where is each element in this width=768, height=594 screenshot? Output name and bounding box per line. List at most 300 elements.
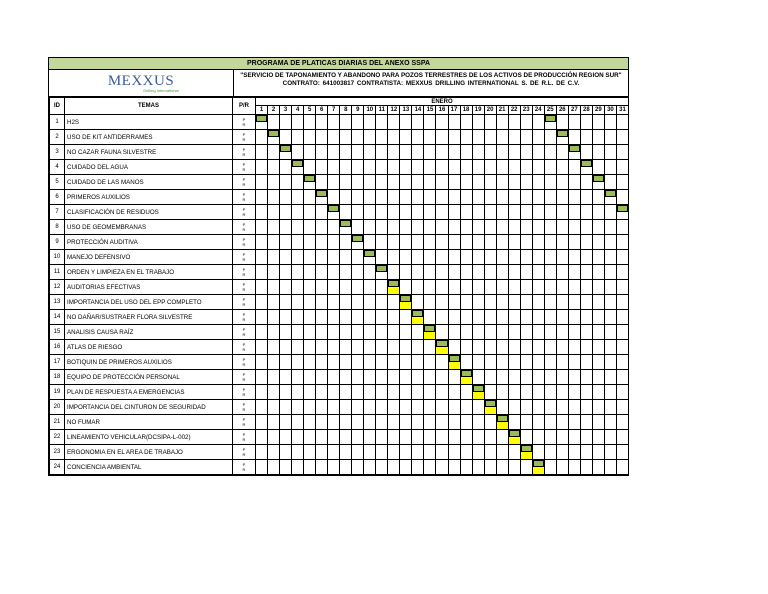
day-cell	[424, 355, 436, 370]
day-cell	[376, 190, 388, 205]
day-cell	[400, 325, 412, 340]
day-cell	[340, 205, 352, 220]
day-cell	[400, 430, 412, 445]
day-cell	[544, 340, 556, 355]
day-cell	[340, 355, 352, 370]
row-topic: LINEAMIENTO VEHICULAR(DCSIPA-L-002)	[65, 430, 233, 445]
programado-mark	[412, 310, 423, 317]
day-cell	[484, 355, 496, 370]
day-header: 29	[592, 106, 604, 115]
day-cell	[580, 430, 592, 445]
day-cell	[340, 160, 352, 175]
day-header: 24	[532, 106, 544, 115]
day-cell	[388, 130, 400, 145]
row-id: 10	[50, 250, 65, 265]
pr-p-label: P	[242, 342, 246, 347]
month-label: ENERO	[256, 98, 629, 106]
day-cell	[460, 385, 472, 400]
day-cell	[340, 385, 352, 400]
day-cell	[424, 325, 436, 340]
realizado-mark	[388, 287, 399, 294]
day-cell	[268, 205, 280, 220]
day-cell	[364, 460, 376, 475]
row-pr	[233, 430, 256, 445]
day-cell	[472, 310, 484, 325]
day-cell	[460, 205, 472, 220]
day-cell	[508, 400, 520, 415]
day-cell	[532, 250, 544, 265]
row-id: 5	[50, 175, 65, 190]
day-cell	[424, 295, 436, 310]
day-cell	[592, 280, 604, 295]
day-cell	[424, 280, 436, 295]
day-cell	[484, 265, 496, 280]
day-cell	[352, 235, 364, 250]
day-cell	[580, 265, 592, 280]
day-cell	[592, 400, 604, 415]
day-cell	[496, 250, 508, 265]
day-cell	[268, 130, 280, 145]
realizado-mark	[436, 347, 447, 354]
day-cell	[328, 145, 340, 160]
pr-p-label: P	[242, 237, 246, 242]
day-header: 11	[376, 106, 388, 115]
day-cell	[376, 265, 388, 280]
day-cell	[520, 430, 532, 445]
day-cell	[580, 115, 592, 130]
day-cell	[352, 295, 364, 310]
schedule-sheet	[48, 57, 629, 476]
day-cell	[400, 460, 412, 475]
day-cell	[400, 130, 412, 145]
table-row	[50, 445, 629, 460]
day-cell	[532, 385, 544, 400]
day-cell	[604, 130, 616, 145]
day-cell	[328, 175, 340, 190]
day-cell	[364, 400, 376, 415]
row-id: 20	[50, 400, 65, 415]
day-cell	[592, 370, 604, 385]
day-cell	[508, 190, 520, 205]
programado-mark	[617, 205, 628, 212]
day-cell	[472, 115, 484, 130]
day-header: 1	[256, 106, 268, 115]
day-cell	[448, 370, 460, 385]
day-cell	[556, 445, 568, 460]
day-cell	[268, 250, 280, 265]
row-id: 22	[50, 430, 65, 445]
day-cell	[268, 295, 280, 310]
day-cell	[520, 445, 532, 460]
row-topic: CUIDADO DE LAS MANOS	[65, 175, 233, 190]
day-cell	[472, 445, 484, 460]
day-cell	[292, 235, 304, 250]
realizado-mark	[424, 332, 435, 339]
day-cell	[292, 415, 304, 430]
programado-mark	[545, 115, 556, 122]
day-cell	[256, 295, 268, 310]
day-cell	[556, 385, 568, 400]
day-cell	[592, 250, 604, 265]
day-cell	[568, 280, 580, 295]
day-cell	[412, 280, 424, 295]
day-cell	[340, 325, 352, 340]
day-cell	[280, 175, 292, 190]
table-row	[50, 205, 629, 220]
row-pr	[233, 460, 256, 475]
day-cell	[316, 145, 328, 160]
day-cell	[328, 460, 340, 475]
day-cell	[592, 415, 604, 430]
logo-tagline: Drilling International	[143, 87, 179, 93]
pr-r-label: R	[242, 257, 246, 262]
day-header: 31	[616, 106, 628, 115]
pr-r-label: R	[242, 467, 246, 472]
service-description	[234, 70, 628, 96]
realizado-mark	[533, 467, 544, 474]
day-cell	[448, 220, 460, 235]
day-cell	[544, 325, 556, 340]
day-cell	[316, 130, 328, 145]
row-id: 12	[50, 280, 65, 295]
day-cell	[352, 355, 364, 370]
row-topic: CUIDADO DEL AGUA	[65, 160, 233, 175]
day-cell	[424, 340, 436, 355]
day-cell	[388, 220, 400, 235]
day-cell	[436, 235, 448, 250]
day-cell	[364, 430, 376, 445]
day-cell	[568, 205, 580, 220]
row-pr	[233, 160, 256, 175]
day-cell	[304, 160, 316, 175]
day-cell	[436, 400, 448, 415]
row-pr	[233, 115, 256, 130]
day-cell	[496, 400, 508, 415]
day-cell	[544, 400, 556, 415]
day-cell	[340, 445, 352, 460]
day-cell	[280, 445, 292, 460]
day-cell	[376, 220, 388, 235]
day-cell	[352, 430, 364, 445]
day-cell	[460, 415, 472, 430]
day-cell	[592, 340, 604, 355]
day-cell	[412, 145, 424, 160]
day-cell	[328, 250, 340, 265]
day-cell	[472, 355, 484, 370]
day-cell	[544, 310, 556, 325]
day-cell	[256, 280, 268, 295]
pr-p-label: P	[242, 192, 246, 197]
day-cell	[388, 445, 400, 460]
day-cell	[256, 430, 268, 445]
day-cell	[424, 160, 436, 175]
day-cell	[448, 115, 460, 130]
day-cell	[616, 340, 628, 355]
day-cell	[280, 280, 292, 295]
day-cell	[340, 400, 352, 415]
day-cell	[364, 175, 376, 190]
day-cell	[592, 460, 604, 475]
day-cell	[268, 460, 280, 475]
day-cell	[388, 250, 400, 265]
day-cell	[388, 355, 400, 370]
day-cell	[256, 190, 268, 205]
row-id: 19	[50, 385, 65, 400]
day-cell	[532, 295, 544, 310]
day-cell	[544, 355, 556, 370]
day-cell	[280, 265, 292, 280]
table-row	[50, 430, 629, 445]
pr-r-label: R	[242, 167, 246, 172]
day-cell	[568, 250, 580, 265]
row-id: 16	[50, 340, 65, 355]
day-cell	[460, 235, 472, 250]
day-cell	[268, 280, 280, 295]
day-cell	[484, 310, 496, 325]
day-cell	[316, 385, 328, 400]
day-cell	[280, 250, 292, 265]
day-cell	[352, 445, 364, 460]
table-row	[50, 145, 629, 160]
day-cell	[328, 310, 340, 325]
day-cell	[376, 295, 388, 310]
day-cell	[424, 460, 436, 475]
day-cell	[388, 295, 400, 310]
day-cell	[352, 190, 364, 205]
row-topic: NO CAZAR FAUNA SILVESTRE	[65, 145, 233, 160]
realizado-mark	[461, 377, 472, 384]
day-cell	[604, 415, 616, 430]
day-cell	[460, 190, 472, 205]
day-cell	[592, 160, 604, 175]
day-cell	[580, 175, 592, 190]
day-cell	[292, 220, 304, 235]
row-topic: PLAN DE RESPUESTA A EMERGENCIAS	[65, 385, 233, 400]
day-cell	[484, 115, 496, 130]
pr-p-label: P	[242, 282, 246, 287]
day-cell	[448, 445, 460, 460]
programado-mark	[557, 130, 568, 137]
day-cell	[388, 325, 400, 340]
day-cell	[592, 265, 604, 280]
day-cell	[280, 415, 292, 430]
day-cell	[508, 130, 520, 145]
day-cell	[400, 160, 412, 175]
day-cell	[304, 145, 316, 160]
day-cell	[364, 370, 376, 385]
row-pr	[233, 325, 256, 340]
day-cell	[532, 115, 544, 130]
day-cell	[292, 175, 304, 190]
row-topic: USO DE GEOMEMBRANAS	[65, 220, 233, 235]
day-cell	[472, 325, 484, 340]
day-cell	[496, 145, 508, 160]
row-topic: NO FUMAR	[65, 415, 233, 430]
day-cell	[280, 340, 292, 355]
programado-mark	[509, 430, 520, 437]
programado-mark	[256, 115, 267, 122]
day-cell	[520, 190, 532, 205]
service-line: "SERVICIO DE TAPONAMIENTO Y ABANDONO PARA POZOS TERRESTRES DE LOS ACTIVOS DE PRODUCCIÓN REGION SUR"	[240, 72, 622, 79]
row-pr	[233, 235, 256, 250]
day-cell	[400, 370, 412, 385]
row-topic: IMPORTANCIA DEL CINTURON DE SEGURIDAD	[65, 400, 233, 415]
day-cell	[400, 445, 412, 460]
row-id: 8	[50, 220, 65, 235]
day-cell	[364, 325, 376, 340]
day-header: 6	[316, 106, 328, 115]
day-cell	[304, 175, 316, 190]
day-cell	[352, 250, 364, 265]
pr-r-label: R	[242, 317, 246, 322]
day-cell	[580, 205, 592, 220]
day-cell	[472, 175, 484, 190]
day-cell	[460, 220, 472, 235]
day-cell	[568, 430, 580, 445]
row-topic: PROTECCIÓN AUDITIVA	[65, 235, 233, 250]
day-cell	[316, 445, 328, 460]
day-cell	[388, 115, 400, 130]
day-cell	[448, 460, 460, 475]
table-row	[50, 190, 629, 205]
day-cell	[304, 460, 316, 475]
day-cell	[304, 415, 316, 430]
day-cell	[316, 370, 328, 385]
day-cell	[532, 355, 544, 370]
day-cell	[376, 115, 388, 130]
row-pr	[233, 205, 256, 220]
day-cell	[280, 205, 292, 220]
table-row	[50, 385, 629, 400]
day-cell	[352, 385, 364, 400]
row-pr	[233, 385, 256, 400]
day-cell	[388, 205, 400, 220]
day-cell	[616, 115, 628, 130]
day-cell	[568, 295, 580, 310]
day-cell	[400, 190, 412, 205]
day-cell	[364, 205, 376, 220]
day-cell	[436, 295, 448, 310]
pr-r-label: R	[242, 197, 246, 202]
day-cell	[496, 340, 508, 355]
day-cell	[496, 355, 508, 370]
day-cell	[520, 130, 532, 145]
day-cell	[340, 340, 352, 355]
day-cell	[460, 295, 472, 310]
pr-r-label: R	[242, 452, 246, 457]
day-cell	[508, 355, 520, 370]
day-cell	[256, 385, 268, 400]
pr-r-label: R	[242, 422, 246, 427]
day-cell	[256, 400, 268, 415]
day-cell	[316, 430, 328, 445]
day-cell	[316, 400, 328, 415]
day-cell	[304, 310, 316, 325]
day-header: 15	[424, 106, 436, 115]
day-cell	[412, 430, 424, 445]
day-cell	[280, 115, 292, 130]
day-header: 23	[520, 106, 532, 115]
pr-p-label: P	[242, 132, 246, 137]
day-cell	[496, 220, 508, 235]
day-cell	[484, 190, 496, 205]
day-cell	[532, 205, 544, 220]
row-id: 18	[50, 370, 65, 385]
day-cell	[412, 160, 424, 175]
day-cell	[280, 295, 292, 310]
day-cell	[496, 160, 508, 175]
pr-p-label: P	[242, 402, 246, 407]
realizado-mark	[449, 362, 460, 369]
day-cell	[256, 355, 268, 370]
day-cell	[544, 130, 556, 145]
day-cell	[520, 265, 532, 280]
day-cell	[448, 325, 460, 340]
day-cell	[616, 400, 628, 415]
day-cell	[544, 235, 556, 250]
day-cell	[496, 310, 508, 325]
row-pr	[233, 280, 256, 295]
day-cell	[520, 400, 532, 415]
day-cell	[460, 145, 472, 160]
header-pr: P/R	[233, 98, 256, 115]
day-cell	[448, 175, 460, 190]
pr-p-label: P	[242, 387, 246, 392]
pr-r-label: R	[242, 122, 246, 127]
day-cell	[388, 145, 400, 160]
day-cell	[460, 430, 472, 445]
day-cell	[268, 415, 280, 430]
month-row	[50, 98, 629, 106]
day-cell	[484, 445, 496, 460]
day-cell	[520, 175, 532, 190]
day-cell	[424, 310, 436, 325]
day-cell	[352, 265, 364, 280]
day-cell	[592, 430, 604, 445]
day-cell	[364, 355, 376, 370]
day-cell	[556, 325, 568, 340]
day-cell	[496, 235, 508, 250]
day-cell	[556, 355, 568, 370]
day-cell	[292, 355, 304, 370]
day-cell	[520, 385, 532, 400]
pr-r-label: R	[242, 152, 246, 157]
day-header: 7	[328, 106, 340, 115]
day-cell	[568, 370, 580, 385]
day-cell	[304, 370, 316, 385]
day-cell	[436, 385, 448, 400]
programado-mark	[268, 130, 279, 137]
row-id: 21	[50, 415, 65, 430]
day-cell	[364, 115, 376, 130]
day-cell	[556, 130, 568, 145]
day-cell	[580, 340, 592, 355]
day-cell	[568, 385, 580, 400]
programado-mark	[436, 340, 447, 347]
day-cell	[364, 250, 376, 265]
realizado-mark	[400, 302, 411, 309]
day-cell	[580, 400, 592, 415]
day-cell	[532, 280, 544, 295]
day-cell	[460, 400, 472, 415]
day-cell	[520, 295, 532, 310]
row-pr	[233, 190, 256, 205]
day-cell	[556, 415, 568, 430]
day-cell	[520, 370, 532, 385]
day-cell	[268, 235, 280, 250]
day-cell	[532, 310, 544, 325]
day-cell	[268, 355, 280, 370]
